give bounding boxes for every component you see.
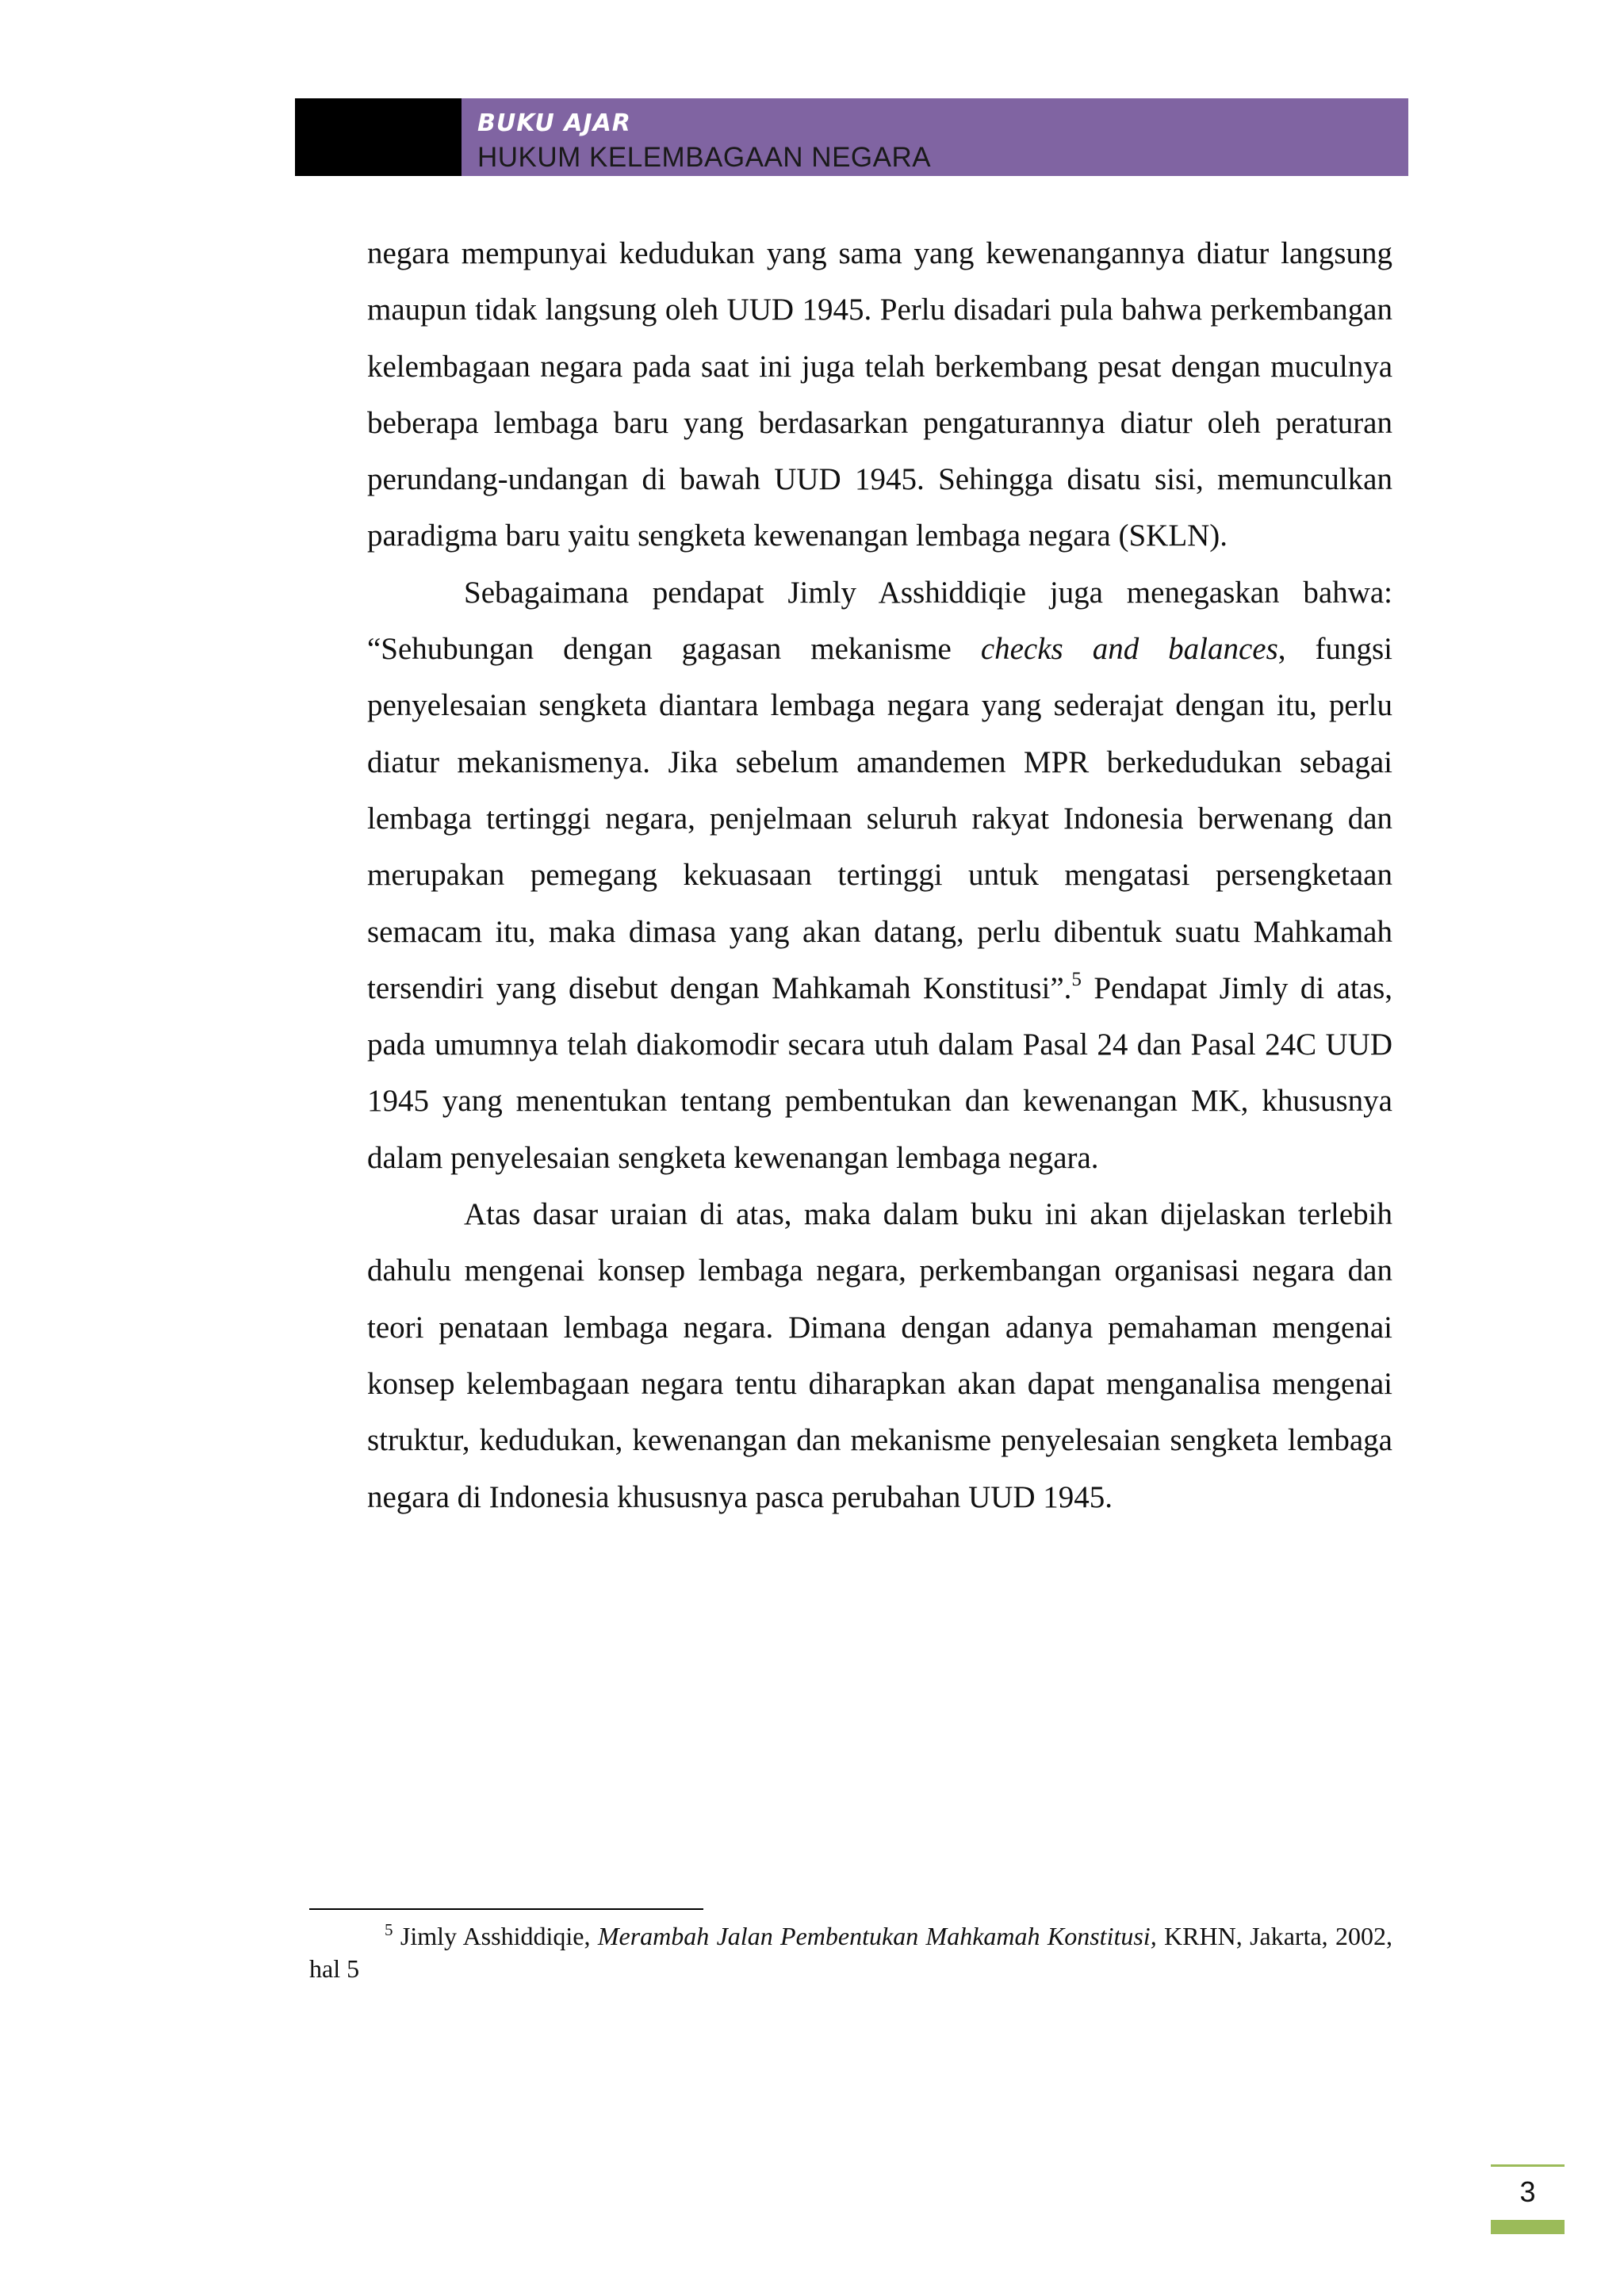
footnote-number: 5 xyxy=(385,1920,393,1939)
body-text xyxy=(367,225,1392,1525)
paragraph-2-italic-term: checks and balances xyxy=(980,632,1278,667)
page-number: 3 xyxy=(1519,2175,1536,2208)
header-title: HUKUM KELEMBAGAAN NEGARA xyxy=(477,142,932,173)
paragraph-2-text-end: Pendapat Jimly di atas, pada umumnya telah diakomodir secara utuh dalam Pasal 24 dan Pasal 24C UUD 1945 yang menentukan tentang pembentukan dan kewenangan MK, khususnya dalam penyelesaian sengketa kewenangan lembaga negara. xyxy=(367,970,1392,1175)
paragraph-2 xyxy=(367,564,1392,1186)
paragraph-1: negara mempunyai kedudukan yang sama yang kewenangannya diatur langsung maupun tidak langsung oleh UUD 1945. Perlu disadari pula bahwa perkembangan kelembagaan negara pada saat ini juga telah berkembang pesat dengan muculnya beberapa lembaga baru yang berdasarkan pengaturannya diatur oleh peraturan perundang-undangan di bawah UUD 1945. Sehingga disatu sisi, memunculkan paradigma baru yaitu sengketa kewenangan lembaga negara (SKLN). xyxy=(367,236,1392,553)
footnote-title: Merambah Jalan Pembentukan Mahkamah Konstitusi, xyxy=(597,1922,1157,1950)
footnote-reference[interactable]: 5 xyxy=(1071,968,1082,990)
header-kicker: BUKU AJAR xyxy=(477,109,631,137)
paragraph-2-text-middle: , fungsi penyelesaian sengketa diantara lembaga negara yang sederajat dengan itu, perlu diatur mekanismenya. Jika sebelum amandemen MPR berkedudukan sebagai lembaga tertinggi negara, penjelmaan seluruh rakyat Indonesia berwenang dan merupakan pemegang kekuasaan tertinggi untuk mengatasi persengketaan semacam itu, maka dimasa yang akan datang, perlu dibentuk suatu Mahkamah tersendiri yang disebut dengan Mahkamah Konstitusi”. xyxy=(367,632,1393,1005)
footnote xyxy=(309,1920,1392,1985)
footnote-separator xyxy=(309,1908,703,1910)
paragraph-3: Atas dasar uraian di atas, maka dalam buku ini akan dijelaskan terlebih dahulu mengenai konsep lembaga negara, perkembangan organisasi negara dan teori penataan lembaga negara. Dimana dengan adanya pemahaman mengenai konsep kelembagaan negara tentu diharapkan akan dapat menganalisa mengenai struktur, kedudukan, kewenangan dan mekanisme penyelesaian sengketa lembaga negara di Indonesia khususnya pasca perubahan UUD 1945. xyxy=(367,1197,1392,1514)
page-number-bottom-bar xyxy=(1491,2220,1565,2234)
page-number-top-rule xyxy=(1491,2164,1565,2167)
footnote-author: Jimly Asshiddiqie, xyxy=(400,1922,591,1950)
header-black-block xyxy=(295,98,462,176)
paragraph-2-text-start: Sebagaimana pendapat Jimly Asshiddiqie juga menegaskan bahwa: “Sehubungan dengan gagasan mekanisme xyxy=(367,575,1392,667)
footnote-publisher: KRHN, Jakarta, 2002, hal 5 xyxy=(309,1922,1393,1983)
